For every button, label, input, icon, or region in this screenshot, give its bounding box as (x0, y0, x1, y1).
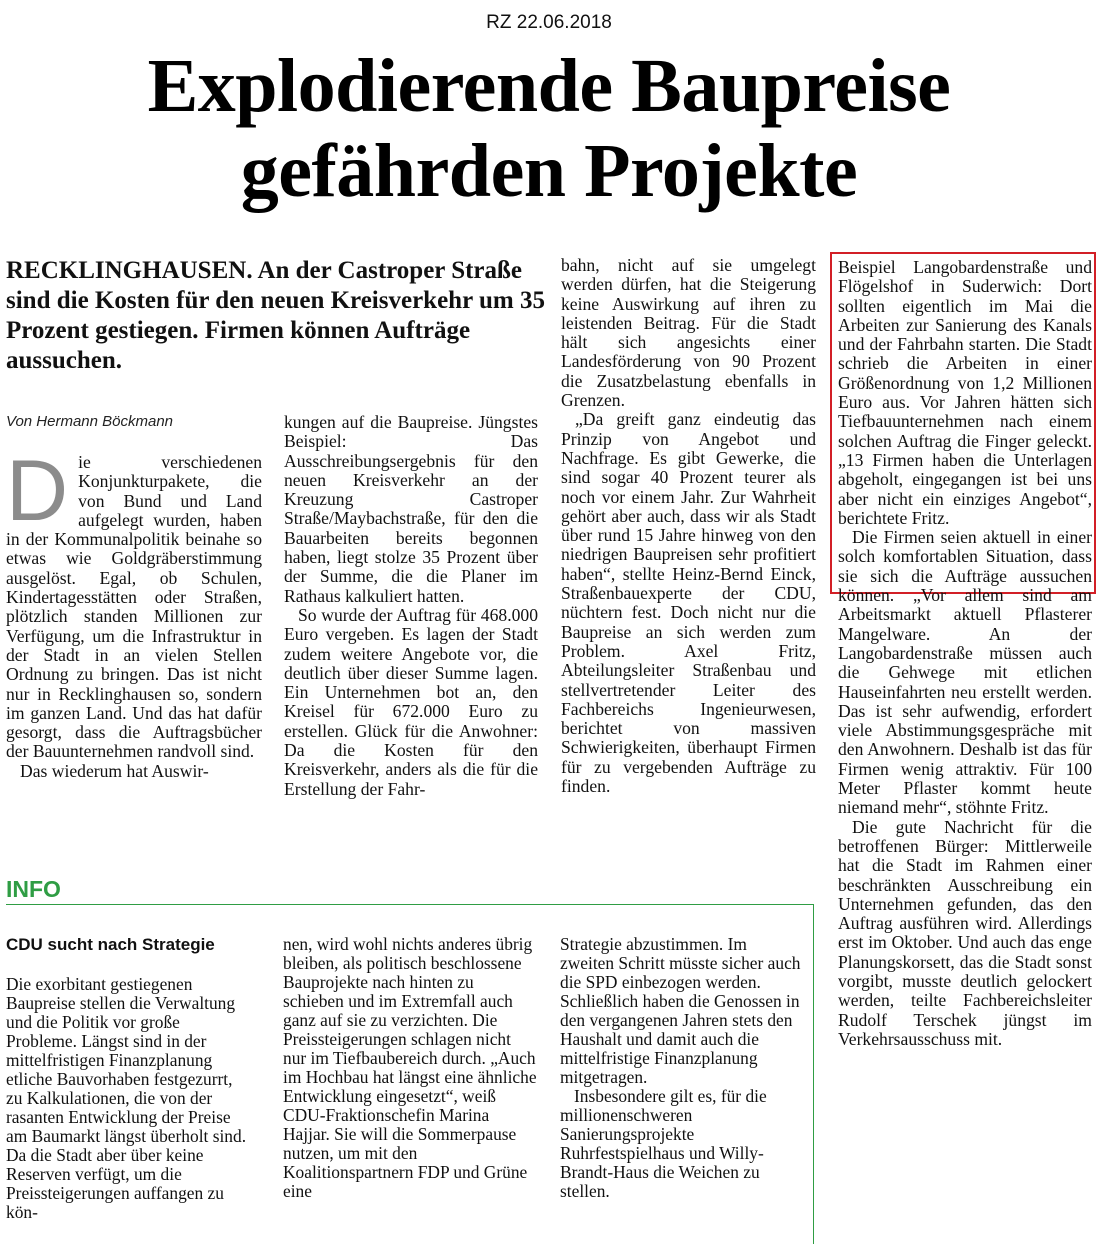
article-column-1 (6, 443, 262, 781)
info-box-top-rule (6, 904, 814, 905)
article-column-2 (284, 413, 538, 799)
info-column-3 (560, 935, 805, 1201)
info-title: CDU sucht nach Strategie (6, 935, 215, 954)
info-box-right-rule (813, 904, 814, 1244)
dateline: RZ 22.06.2018 (486, 12, 612, 33)
info-paragraph: Strategie abzustimmen. Im zweiten Schritt müsste sicher auch die SPD einbezogen werden. Schließlich haben die Genossen in den vergangenen Jahren stets den Haushalt und damit auch die mittelfristige Finanzplanung mitgetragen. (560, 934, 801, 1087)
article-paragraph: bahn, nicht auf sie umgelegt werden dürfen, hat die Steigerung keine Auswirkung auf ihren zu leistenden Beitrag. Für die Stadt hält sich angesichts einer Landesförderung von 90 Prozent die Zusatzbelastung ebenfalls in Grenzen. (561, 255, 816, 411)
article-paragraph: kungen auf die Baupreise. Jüngstes Beispiel: Das Ausschreibungsergebnis für den neuen Kreisverkehr an der Kreuzung Castroper Straße/Maybachstraße, für den die Bauarbeiten bereits begonnen haben, liegt stolze 35 Prozent über der Summe, die die Planer im Rathaus kalkuliert hatten. (284, 412, 538, 606)
info-paragraph: nen, wird wohl nichts anderes übrig bleiben, als politisch beschlossene Bauprojekte nach hinten zu schieben und im Extremfall auch ganz auf sie zu verzichten. Die Preissteigerungen schlagen nicht nur im Tiefbaubereich durch. „Auch im Hochbau hat längst eine ähnliche Entwicklung eingesetzt“, weiß CDU-Fraktionschefin Marina Hajjar. Sie will die Sommerpause nutzen, um mit den Koalitionspartnern FDP und Grüne eine (283, 934, 537, 1201)
info-label: INFO (6, 876, 61, 902)
article-paragraph: Die verschiedenen Konjunkturpakete, die von Bund und Land aufgelegt wurden, haben in der Kommunalpolitik beinahe so etwas wie Goldgräberstimmung ausgelöst. Egal, ob Schulen, Kindertagesstätten oder Straßen, plötzlich standen Millionen zur Verfügung, um die Infrastruktur in der Stadt in an vielen Stellen Ordnung zu bringen. Das ist nicht nur in Recklinghausen so, sondern im ganzen Land. Und das hat dafür gesorgt, dass die Auftragsbücher der Bauunternehmen randvoll sind. (6, 443, 262, 762)
headline-line-2: gefährden Projekte (240, 129, 858, 213)
byline: Von Hermann Böckmann (6, 413, 174, 430)
article-paragraph: Das wiederum hat Auswir- (20, 760, 209, 781)
article-paragraph: Beispiel Langobardenstraße und Flögelshof in Suderwich: Dort sollten eigentlich im Mai die Arbeiten zur Sanierung des Kanals und der Fahrbahn starten. Die Stadt schrieb die Arbeiten in einer Größenordnung von 1,2 Millionen Euro aus. Vor Jahren hätten sich Tiefbauunternehmen nach einem solchen Auftrag die Finger geleckt. „13 Firmen haben die Unterlagen abgeholt, eingegangen ist bei uns aber nicht ein einziges Angebot“, berichtete Fritz. (838, 257, 1092, 528)
article-paragraph: Die gute Nachricht für die betroffenen Bürger: Mittlerweile hat die Stadt im Rahmen einer beschränkten Ausschreibung ein Unternehmen gefunden, das den Auftrag ausführen wird. Allerdings erst im Oktober. Und auch das enge Planungskorsett, das die Stadt sonst vorgibt, musste deutlich gelockert werden, teilte Fachbereichsleiter Rudolf Terschek jüngst im Verkehrsausschuss mit. (838, 816, 1092, 1049)
article-paragraph: Die Firmen seien aktuell in einer solch komfortablen Situation, dass sie sich die Aufträge aussuchen können. „Vor allem sind am Arbeitsmarkt aktuell Pflasterer Mangelware. An der Langobardenstraße müssen auch die Gehwege mit etlichen Hauseinfahrten neu erstellt werden. Das ist sehr aufwendig, erfordert viele Abstimmungsgespräche mit den Anwohnern. Deshalb ist das für Firmen wenig attraktiv. Für 100 Meter Pflaster kommt heute niemand mehr“, stöhnte Fritz. (838, 527, 1092, 818)
article-paragraph: „Da greift ganz eindeutig das Prinzip von Angebot und Nachfrage. Es gibt Gewerke, die sind sogar 40 Prozent teurer als noch vor einem Jahr. Zur Wahrheit gehört aber auch, dass wir als Stadt über rund 15 Jahre hinweg von den niedrigen Baupreisen sehr profitiert haben“, stellte Heinz-Bernd Einck, Straßenbauexperte der CDU, nüchtern fest. Doch nicht nur die Baupreise an sich werden zum Problem. Axel Fritz, Abteilungsleiter Straßenbau und stellvertretender Leiter des Fachbereichs Ingenieurwesen, berichtet von massiven Schwierigkeiten, überhaupt Firmen für zu vergebenden Aufträge zu finden. (561, 409, 816, 797)
article-paragraph: So wurde der Auftrag für 468.000 Euro vergeben. Es lagen der Stadt zudem weitere Angebote vor, die deutlich über dieser Summe lagen. Ein Unternehmen bot an, den Kreisel für 672.000 Euro zu erstellen. Glück für die Anwohner: Da die Kosten für den Kreisverkehr, anders als die für die Erstellung der Fahr- (284, 604, 538, 799)
info-column-2 (283, 935, 538, 1201)
info-column-1 (6, 975, 252, 1222)
headline (0, 44, 1098, 214)
lead-paragraph: RECKLINGHAUSEN. An der Castroper Straße sind die Kosten für den neuen Kreisverkehr um 35 Prozent gestiegen. Firmen können Aufträge aussuchen. (6, 257, 545, 374)
info-paragraph: Insbesondere gilt es, für die millionenschweren Sanierungsprojekte Ruhrfestspielhaus und Willy-Brandt-Haus die Weichen zu stellen. (560, 1086, 767, 1201)
article-column-4 (838, 258, 1092, 1049)
drop-cap: D (6, 443, 69, 539)
headline-line-1: Explodierende Baupreise (147, 44, 951, 128)
article-column-3 (561, 256, 816, 796)
info-paragraph: Die exorbitant gestiegenen Baupreise stellen die Verwaltung und die Politik vor große Probleme. Längst sind in der mittelfristigen Finanzplanung etliche Bauvorhaben festgezurrt, zu Kalkulationen, die von der rasanten Entwicklung der Preise am Baumarkt längst überholt sind. Da die Stadt aber über keine Reserven verfügt, um die Preissteigerungen auffangen zu kön- (6, 974, 247, 1222)
